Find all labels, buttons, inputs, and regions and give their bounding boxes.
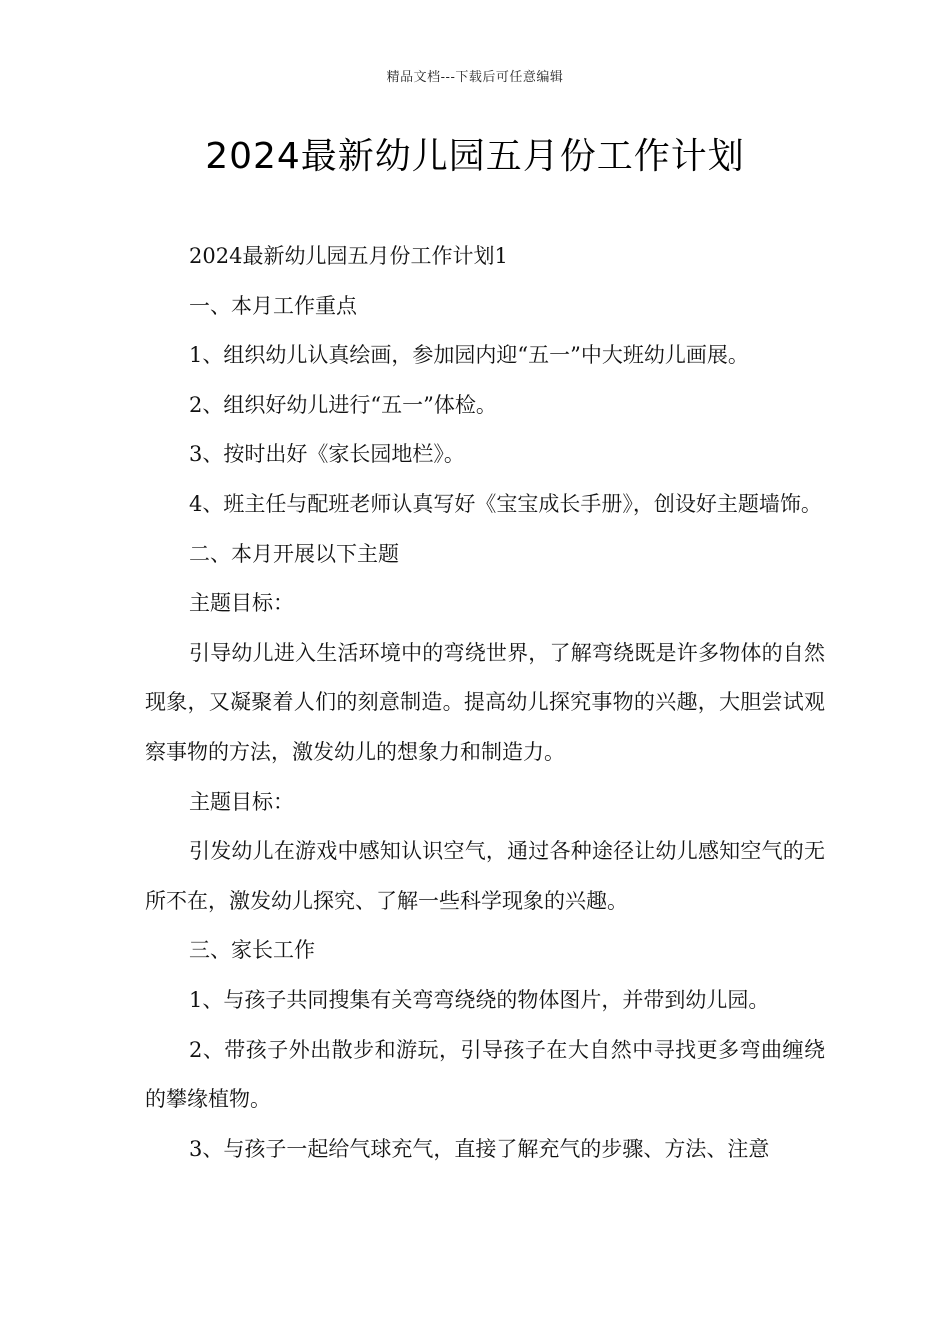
paragraph: 2、带孩子外出散步和游玩，引导孩子在大自然中寻找更多弯曲缠绕的攀缘植物。 [145,1037,825,1112]
section-heading-3: 三、家长工作 [189,938,315,963]
section-heading-1: 一、本月工作重点 [189,293,357,318]
theme-goal-label: 主题目标： [189,591,294,616]
header-note: 精品文档---下载后可任意编辑 [386,70,564,85]
paragraph: 3、按时出好《家长园地栏》。 [189,442,465,467]
document-title: 2024最新幼儿园五月份工作计划 [205,136,745,177]
document-body [145,232,825,1174]
paragraph: 3、与孩子一起给气球充气，直接了解充气的步骤、方法、注意 [189,1136,770,1161]
paragraph: 引发幼儿在游戏中感知认识空气，通过各种途径让幼儿感知空气的无所不在，激发幼儿探究、了解一些科学现象的兴趣。 [145,839,825,913]
section-heading-2: 二、本月开展以下主题 [189,541,399,566]
paragraph: 1、与孩子共同搜集有关弯弯绕绕的物体图片，并带到幼儿园。 [189,987,770,1012]
paragraph-subtitle: 2024最新幼儿园五月份工作计划1 [189,244,508,268]
paragraph: 1、组织幼儿认真绘画，参加园内迎“五一”中大班幼儿画展。 [189,343,749,368]
paragraph: 引导幼儿进入生活环境中的弯绕世界，了解弯绕既是许多物体的自然现象，又凝聚着人们的刻意制造。提高幼儿探究事物的兴趣，大胆尝试观察事物的方法，激发幼儿的想象力和制造力。 [145,640,825,764]
paragraph: 4、班主任与配班老师认真写好《宝宝成长手册》，创设好主题墙饰。 [189,491,822,516]
paragraph: 2、组织好幼儿进行“五一”体检。 [189,392,497,417]
theme-goal-label: 主题目标： [189,789,294,814]
